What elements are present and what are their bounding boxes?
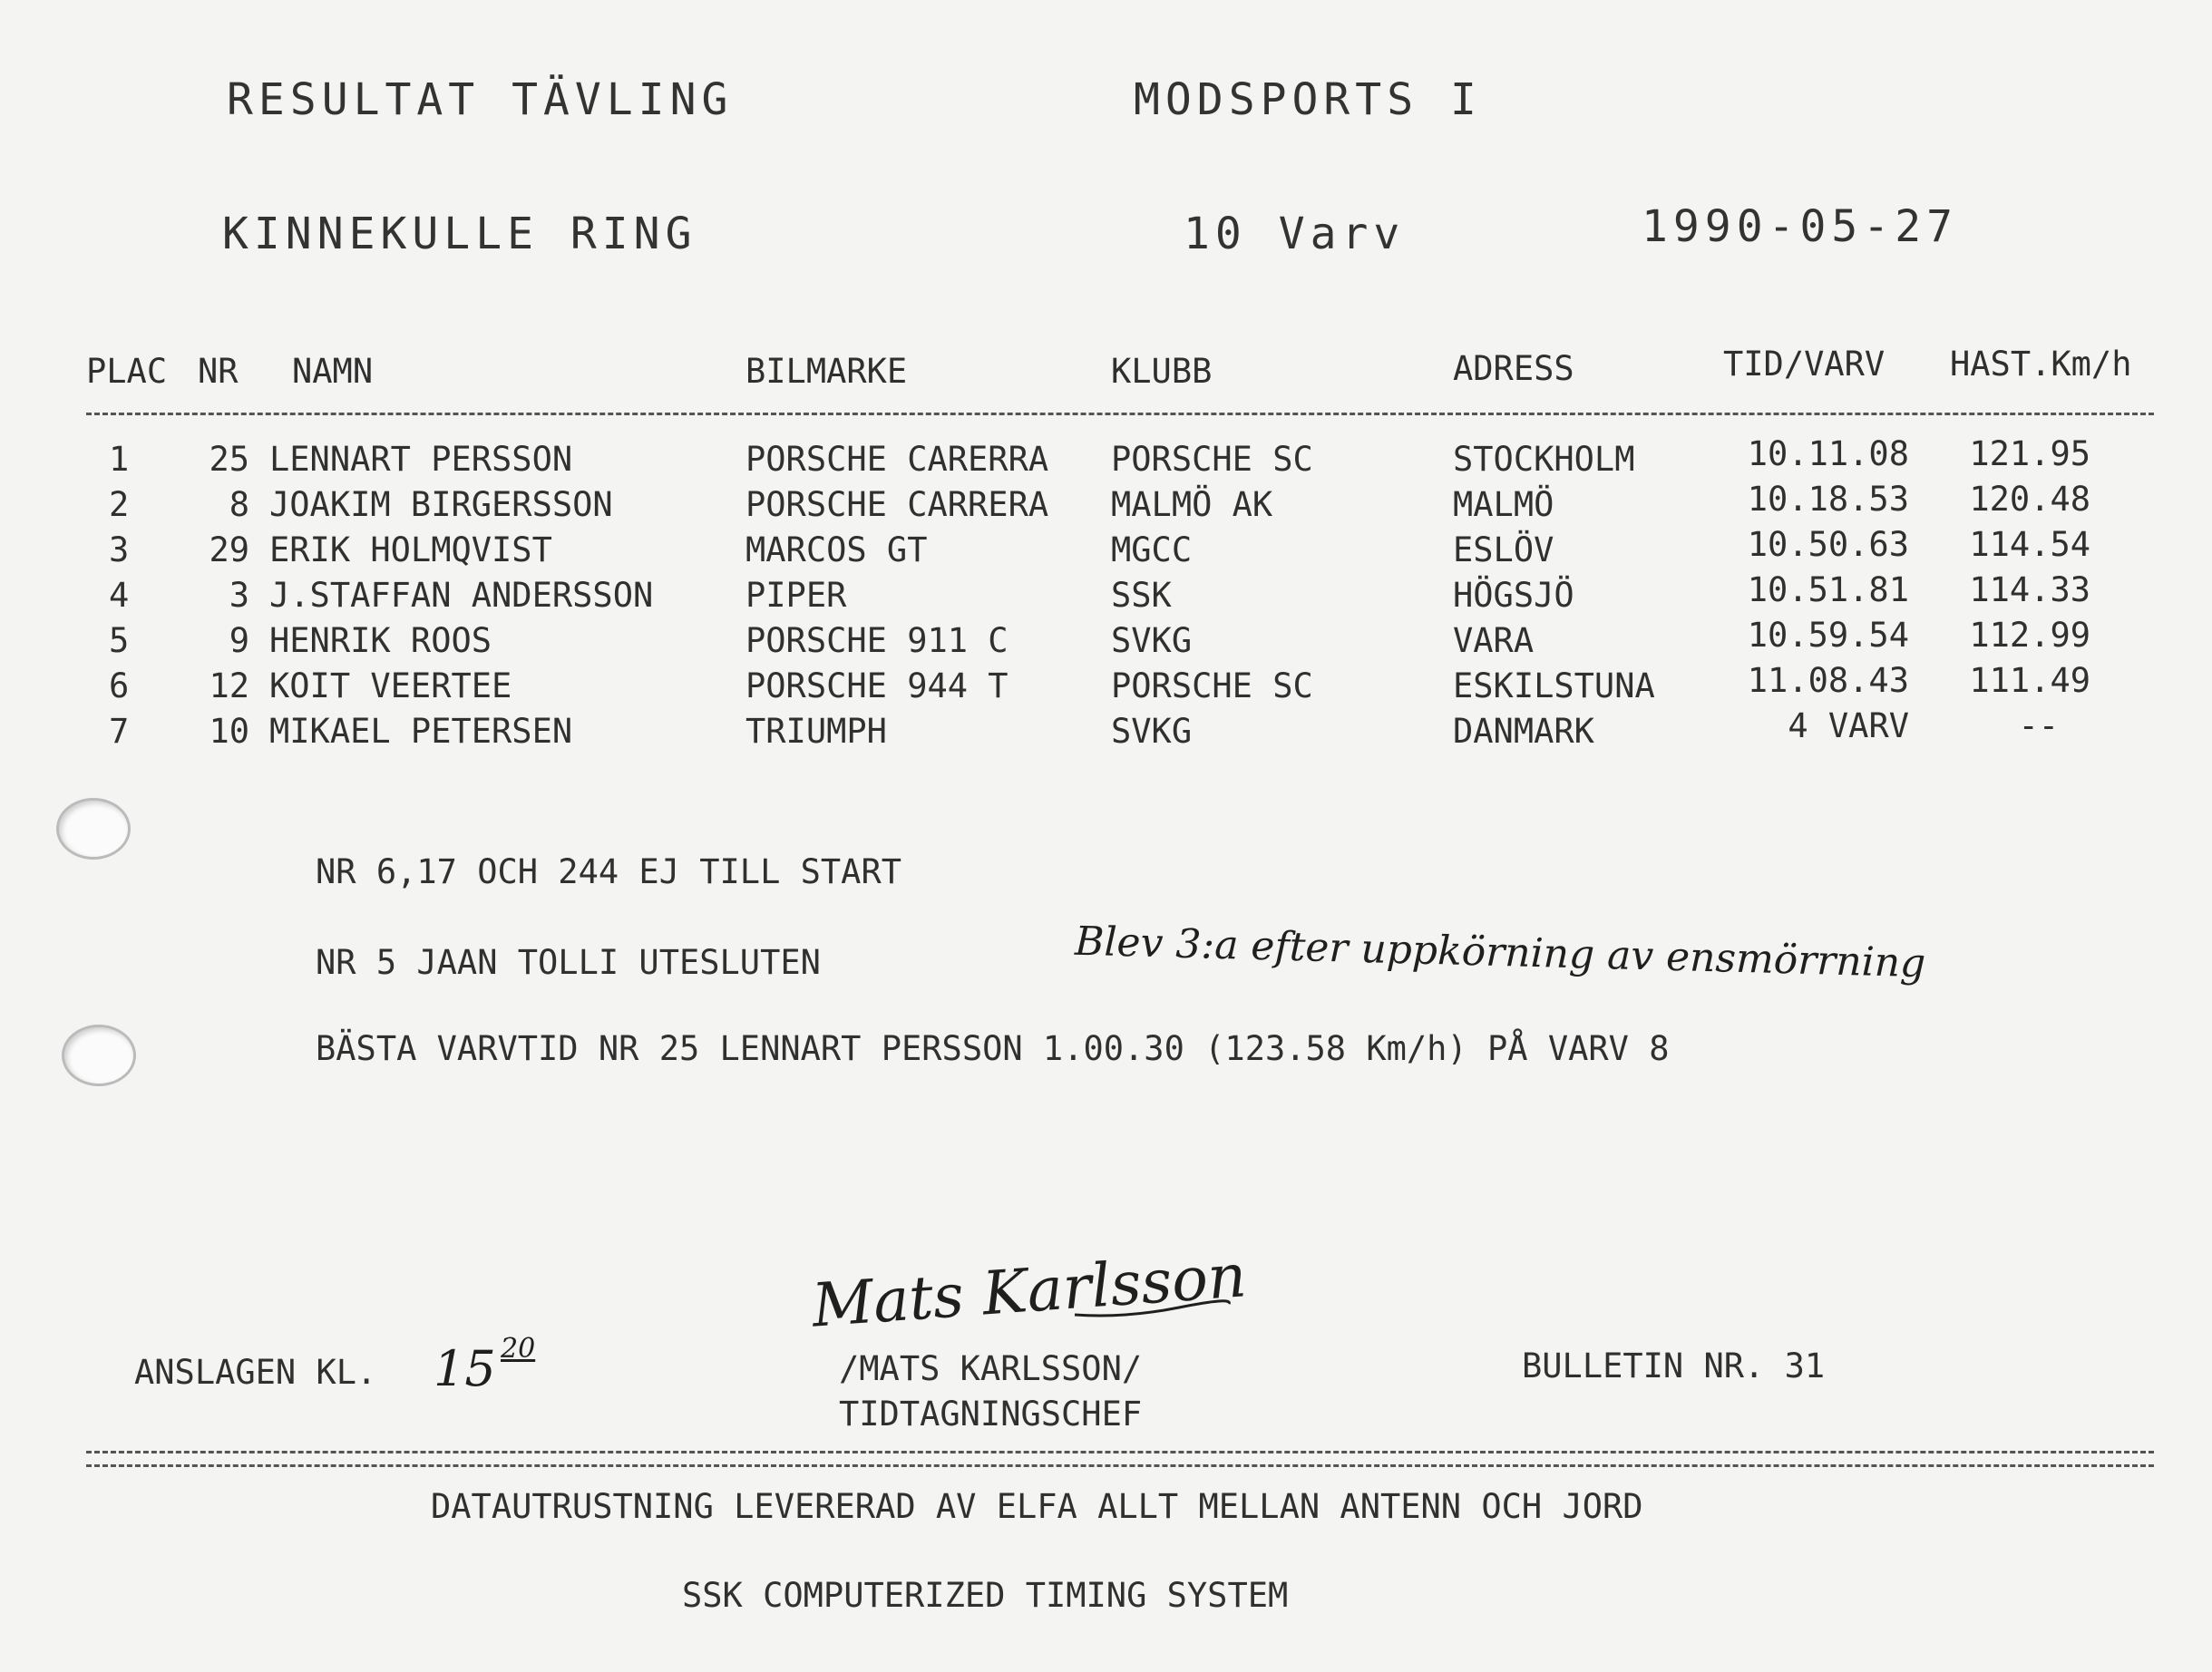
cell-namn: MIKAEL PETERSEN	[269, 712, 573, 751]
cell-nr: 10	[209, 712, 249, 751]
cell-adress: HÖGSJÖ	[1453, 576, 1574, 615]
not-started-note: NR 6,17 OCH 244 EJ TILL START	[316, 852, 902, 891]
header-divider	[86, 413, 2154, 415]
cell-plac: 3	[109, 530, 130, 569]
cell-adress: ESLÖV	[1453, 530, 1554, 569]
cell-bilmarke: MARCOS GT	[745, 530, 928, 569]
cell-hast: 114.33	[1969, 570, 2090, 609]
cell-hast: 112.99	[1969, 616, 2090, 655]
cell-bilmarke: PIPER	[745, 576, 847, 615]
cell-namn: KOIT VEERTEE	[269, 666, 512, 705]
col-klubb: KLUBB	[1111, 352, 1213, 391]
col-adress: ADRESS	[1453, 349, 1574, 388]
sponsor-line: DATAUTRUSTNING LEVERERAD AV ELFA ALLT MELLAN ANTENN OCH JORD	[431, 1487, 1643, 1526]
cell-namn: HENRIK ROOS	[269, 621, 492, 660]
excluded-note: NR 5 JAAN TOLLI UTESLUTEN	[316, 943, 821, 982]
signature-stroke	[1070, 1288, 1233, 1324]
cell-bilmarke: TRIUMPH	[745, 712, 887, 751]
cell-tid: 10.51.81	[1747, 570, 1909, 609]
race-class: MODSPORTS I	[1134, 74, 1482, 125]
track-name: KINNEKULLE RING	[222, 209, 697, 259]
document-title: RESULTAT TÄVLING	[227, 74, 734, 125]
cell-nr: 29	[209, 530, 249, 569]
bulletin-number: BULLETIN NR. 31	[1522, 1346, 1826, 1385]
cell-tid: 10.18.53	[1747, 480, 1909, 519]
cell-hast: 114.54	[1969, 525, 2090, 564]
posted-label: ANSLAGEN KL.	[134, 1353, 377, 1392]
cell-nr: 25	[209, 440, 249, 479]
posted-time-minutes: 20	[501, 1333, 536, 1365]
col-bilmarke: BILMARKE	[745, 352, 908, 391]
cell-nr: 3	[229, 576, 249, 615]
cell-plac: 7	[109, 712, 130, 751]
timing-system-line: SSK COMPUTERIZED TIMING SYSTEM	[682, 1576, 1289, 1615]
cell-klubb: MGCC	[1111, 530, 1193, 569]
col-tid: TID/VARV	[1723, 345, 1886, 384]
cell-plac: 2	[109, 485, 130, 524]
race-date: 1990-05-27	[1642, 201, 1958, 252]
cell-adress: DANMARK	[1453, 712, 1594, 751]
punch-hole-top	[56, 798, 131, 860]
cell-klubb: SVKG	[1111, 712, 1193, 751]
cell-namn: LENNART PERSSON	[269, 440, 573, 479]
handwritten-remark: Blev 3:a efter uppkörning av ensmörrning	[1074, 918, 1926, 987]
cell-adress: MALMÖ	[1453, 485, 1554, 524]
cell-namn: J.STAFFAN ANDERSSON	[269, 576, 654, 615]
cell-namn: ERIK HOLMQVIST	[269, 530, 552, 569]
cell-adress: VARA	[1453, 621, 1535, 660]
cell-tid: 11.08.43	[1747, 661, 1909, 700]
cell-klubb: SSK	[1111, 576, 1172, 615]
cell-klubb: MALMÖ AK	[1111, 485, 1273, 524]
cell-tid: 10.59.54	[1747, 616, 1909, 655]
cell-nr: 9	[229, 621, 249, 660]
cell-hast: 111.49	[1969, 661, 2090, 700]
cell-plac: 4	[109, 576, 130, 615]
footer-divider-1	[86, 1451, 2154, 1453]
cell-adress: ESKILSTUNA	[1453, 666, 1655, 705]
cell-klubb: SVKG	[1111, 621, 1193, 660]
cell-bilmarke: PORSCHE 911 C	[745, 621, 1009, 660]
cell-hast: --	[2018, 706, 2059, 745]
signature: Mats Karlsson	[809, 1240, 1249, 1341]
col-plac: PLAC	[86, 352, 168, 391]
posted-time: 15	[434, 1340, 496, 1397]
col-nr: NR	[198, 352, 239, 391]
cell-bilmarke: PORSCHE CARERRA	[745, 440, 1049, 479]
cell-tid: 10.50.63	[1747, 525, 1909, 564]
punch-hole-bottom	[62, 1025, 136, 1086]
cell-klubb: PORSCHE SC	[1111, 440, 1313, 479]
signer-title: TIDTAGNINGSCHEF	[839, 1395, 1143, 1434]
cell-namn: JOAKIM BIRGERSSON	[269, 485, 613, 524]
cell-nr: 8	[229, 485, 249, 524]
cell-hast: 121.95	[1969, 434, 2090, 473]
signer-name: /MATS KARLSSON/	[839, 1349, 1143, 1388]
cell-bilmarke: PORSCHE 944 T	[745, 666, 1009, 705]
col-namn: NAMN	[292, 352, 374, 391]
cell-plac: 5	[109, 621, 130, 660]
lap-count: 10 Varv	[1184, 209, 1406, 259]
cell-tid: 4 VARV	[1788, 706, 1909, 745]
cell-tid: 10.11.08	[1747, 434, 1909, 473]
footer-divider-2	[86, 1464, 2154, 1467]
cell-bilmarke: PORSCHE CARRERA	[745, 485, 1049, 524]
cell-plac: 6	[109, 666, 130, 705]
cell-hast: 120.48	[1969, 480, 2090, 519]
cell-klubb: PORSCHE SC	[1111, 666, 1313, 705]
best-lap-note: BÄSTA VARVTID NR 25 LENNART PERSSON 1.00.30 (123.58 Km/h) PÅ VARV 8	[316, 1029, 1670, 1068]
cell-plac: 1	[109, 440, 130, 479]
cell-nr: 12	[209, 666, 249, 705]
cell-adress: STOCKHOLM	[1453, 440, 1635, 479]
col-hast: HAST.Km/h	[1950, 345, 2132, 384]
